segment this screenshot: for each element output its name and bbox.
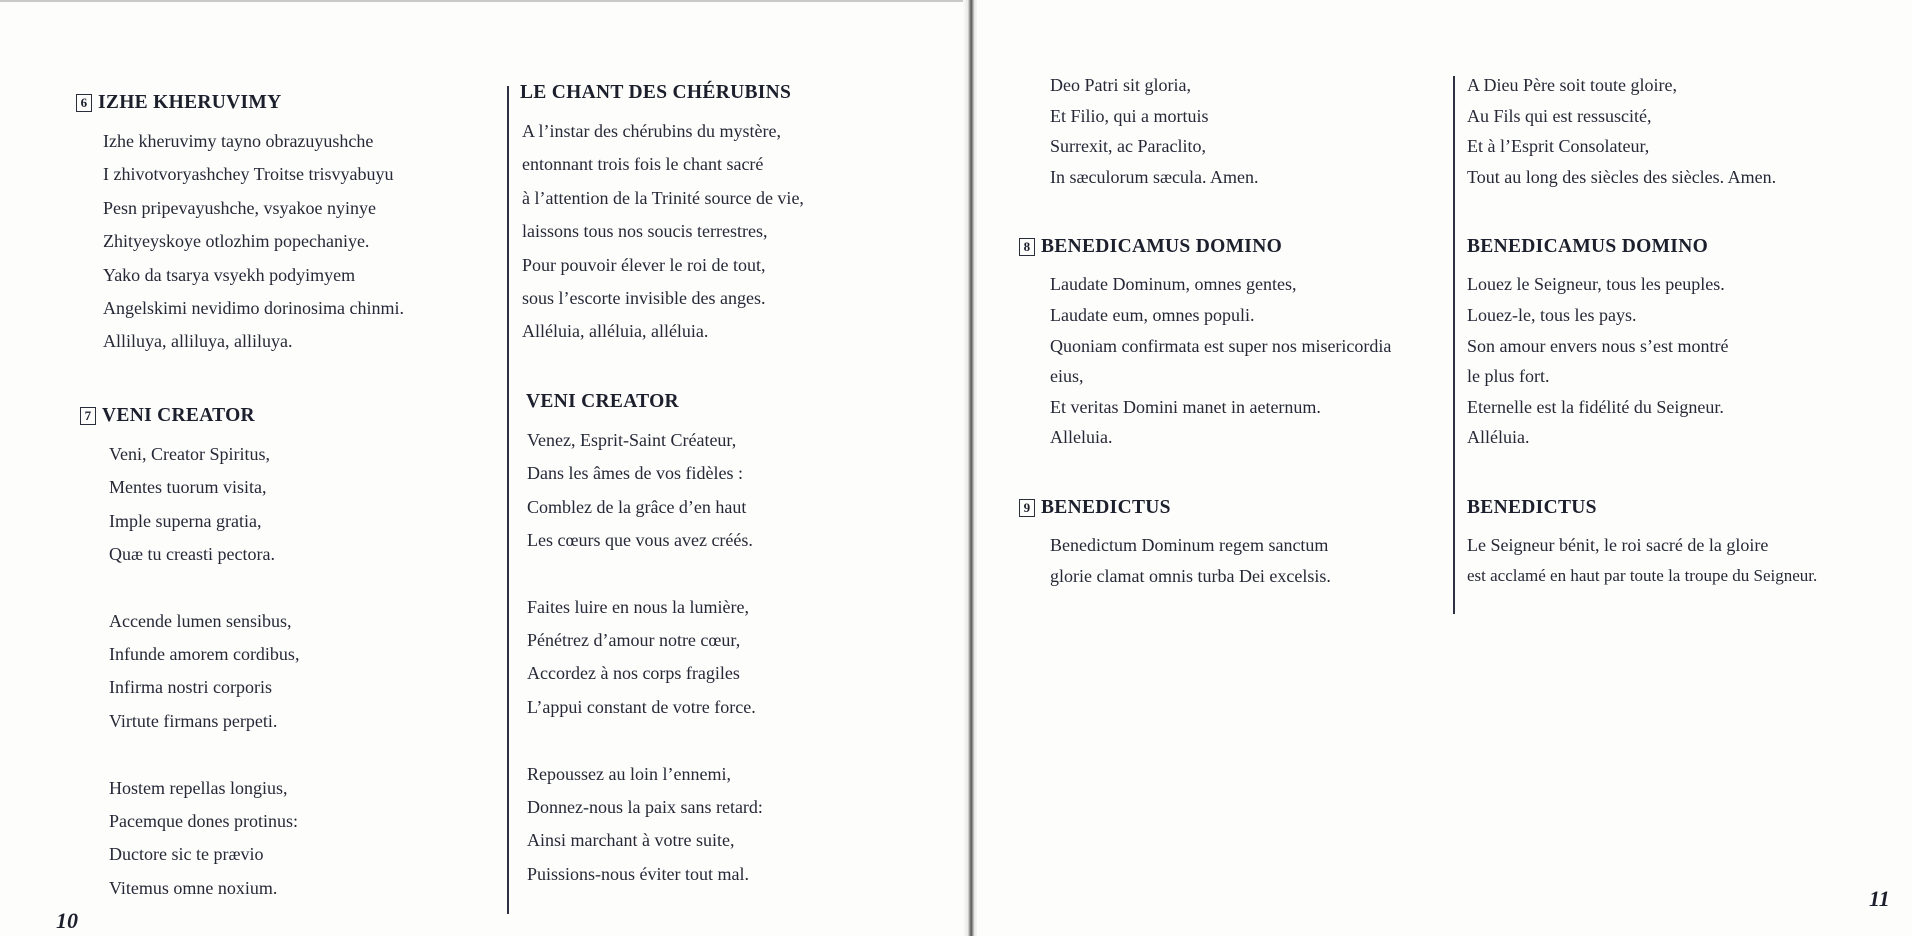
text-line: le plus fort. (1467, 366, 1550, 387)
section-heading-benedictus-fr (1467, 495, 1907, 521)
text-line: Virtute firmans perpeti. (109, 710, 278, 731)
text-line: Et veritas Domini manet in aeternum. (1050, 396, 1321, 417)
right-column-latin (1019, 70, 1429, 591)
left-column-latin (76, 90, 496, 905)
text-line: Ainsi marchant à votre suite, (527, 830, 735, 851)
text-line: Puissions-nous éviter tout mal. (527, 863, 749, 884)
text-line: Quæ tu creasti pectora. (109, 543, 275, 564)
page-top-edge (0, 0, 965, 2)
text-line: Alleluia. (1050, 427, 1113, 448)
stanza-gap (527, 557, 940, 590)
text-line: Izhe kheruvimy tayno obrazuyushche (103, 131, 374, 151)
text-lines (109, 438, 496, 905)
section-heading-8 (1019, 234, 1429, 260)
text-line: Son amour envers nous s’est montré (1467, 335, 1729, 356)
text-line: Alliluya, alliluya, alliluya. (103, 331, 293, 352)
text-lines (1050, 269, 1429, 453)
text-lines (103, 125, 496, 359)
page-number-right: 11 (1869, 886, 1890, 911)
text-line: Accordez à nos corps fragiles (527, 663, 740, 684)
text-line: Laudate eum, omnes populi. (1050, 304, 1255, 325)
text-line: Venez, Esprit-Saint Créateur, (527, 429, 737, 450)
section-heading-veni-creator-fr (526, 389, 940, 415)
text-line: Et à l’Esprit Consolateur, (1467, 136, 1650, 157)
track-number-box: 6 (76, 94, 92, 112)
text-line: Laudate Dominum, omnes gentes, (1050, 274, 1297, 295)
text-line: Infirma nostri corporis (109, 677, 272, 698)
text-line: A l’instar des chérubins du mystère, (522, 121, 781, 141)
text-line: Alléluia. (1467, 427, 1530, 448)
track-number-box: 9 (1019, 499, 1035, 517)
section-title: IZHE KHERUVIMY (98, 92, 282, 113)
text-line: est acclamé en haut par toute la troupe du Seigneur. (1467, 565, 1818, 585)
right-page (977, 0, 1912, 936)
text-line: A Dieu Père soit toute gloire, (1467, 75, 1677, 95)
text-line: Quoniam confirmata est super nos misericordia (1050, 335, 1392, 356)
text-line: Comblez de la grâce d’en haut (527, 496, 747, 517)
section-heading-6 (76, 90, 496, 116)
text-lines (1050, 530, 1429, 591)
section-title: VENI CREATOR (102, 404, 255, 426)
text-line: Imple superna gratia, (109, 510, 262, 531)
text-line: Alléluia, alléluia, alléluia. (522, 321, 709, 342)
stanza-gap (109, 571, 496, 604)
text-line: Ductore sic te prævio (109, 844, 264, 865)
text-line: Pesn pripevayushche, vsyakoe nyinye (103, 197, 376, 218)
section-heading-9 (1019, 495, 1429, 521)
text-line: Tout au long des siècles des siècles. Amen. (1467, 166, 1777, 187)
text-line: Benedictum Dominum regem sanctum (1050, 534, 1329, 555)
text-line: Deo Patri sit gloria, (1050, 75, 1191, 95)
text-line: Repoussez au loin l’ennemi, (527, 763, 731, 784)
text-line: glorie clamat omnis turba Dei excelsis. (1050, 565, 1331, 586)
text-line: Et Filio, qui a mortuis (1050, 105, 1209, 126)
text-line: L’appui constant de votre force. (527, 696, 756, 717)
column-divider (1453, 76, 1455, 614)
text-line: In sæculorum sæcula. Amen. (1050, 166, 1259, 187)
left-column-french (520, 80, 940, 891)
text-lines (1467, 530, 1907, 591)
text-line: sous l’escorte invisible des anges. (522, 287, 766, 308)
section-title: LE CHANT DES CHÉRUBINS (520, 82, 792, 103)
text-line: Donnez-nous la paix sans retard: (527, 797, 763, 818)
section-title: BENEDICTUS (1041, 496, 1171, 518)
section-heading-7 (80, 403, 496, 429)
text-line: eius, (1050, 366, 1084, 387)
text-line: Zhityeyskoye otlozhim popechaniye. (103, 231, 370, 252)
text-lines (522, 115, 940, 349)
text-line: Yako da tsarya vsyekh podyimyem (103, 264, 356, 285)
section-title: BENEDICAMUS DOMINO (1467, 236, 1709, 258)
text-lines (1467, 269, 1907, 453)
text-lines (1050, 70, 1429, 192)
text-line: Pénétrez d’amour notre cœur, (527, 630, 741, 651)
text-line: Louez le Seigneur, tous les peuples. (1467, 274, 1725, 295)
track-number-box: 8 (1019, 238, 1035, 256)
text-line: Le Seigneur bénit, le roi sacré de la gloire (1467, 534, 1769, 555)
text-line: Eternelle est la fidélité du Seigneur. (1467, 396, 1724, 417)
section-title: VENI CREATOR (526, 390, 679, 412)
text-line: Faites luire en nous la lumière, (527, 596, 749, 617)
text-line: Dans les âmes de vos fidèles : (527, 463, 743, 484)
text-lines (527, 424, 940, 891)
text-line: Pour pouvoir élever le roi de tout, (522, 254, 766, 275)
text-line: Angelskimi nevidimo dorinosima chinmi. (103, 297, 404, 318)
text-line: Mentes tuorum visita, (109, 477, 267, 498)
text-line: Hostem repellas longius, (109, 777, 288, 798)
section-title: BENEDICTUS (1467, 496, 1597, 518)
text-line: Les cœurs que vous avez créés. (527, 529, 753, 550)
section-heading-chant-des-cherubins (520, 80, 940, 106)
text-line: Vitemus omne noxium. (109, 877, 278, 898)
section-heading-benedicamus-fr (1467, 234, 1907, 260)
text-line: Veni, Creator Spiritus, (109, 443, 270, 464)
stanza-gap (109, 738, 496, 771)
text-lines (1467, 70, 1907, 192)
text-line: entonnant trois fois le chant sacré (522, 154, 764, 175)
text-line: Accende lumen sensibus, (109, 610, 292, 631)
text-line: Surrexit, ac Paraclito, (1050, 136, 1206, 157)
text-line: Louez-le, tous les pays. (1467, 304, 1637, 325)
text-line: Infunde amorem cordibus, (109, 644, 300, 665)
track-number-box: 7 (80, 407, 96, 425)
text-line: I zhivotvoryashchey Troitse trisvyabuyu (103, 164, 394, 185)
text-line: Pacemque dones protinus: (109, 811, 298, 832)
text-line: Au Fils qui est ressuscité, (1467, 105, 1652, 126)
stanza-gap (527, 724, 940, 757)
text-line: laissons tous nos soucis terrestres, (522, 221, 768, 242)
right-column-french (1467, 70, 1907, 591)
column-divider (507, 86, 509, 914)
section-title: BENEDICAMUS DOMINO (1041, 236, 1283, 258)
page-number-left: 10 (56, 908, 78, 933)
text-line: à l’attention de la Trinité source de vie, (522, 187, 804, 208)
